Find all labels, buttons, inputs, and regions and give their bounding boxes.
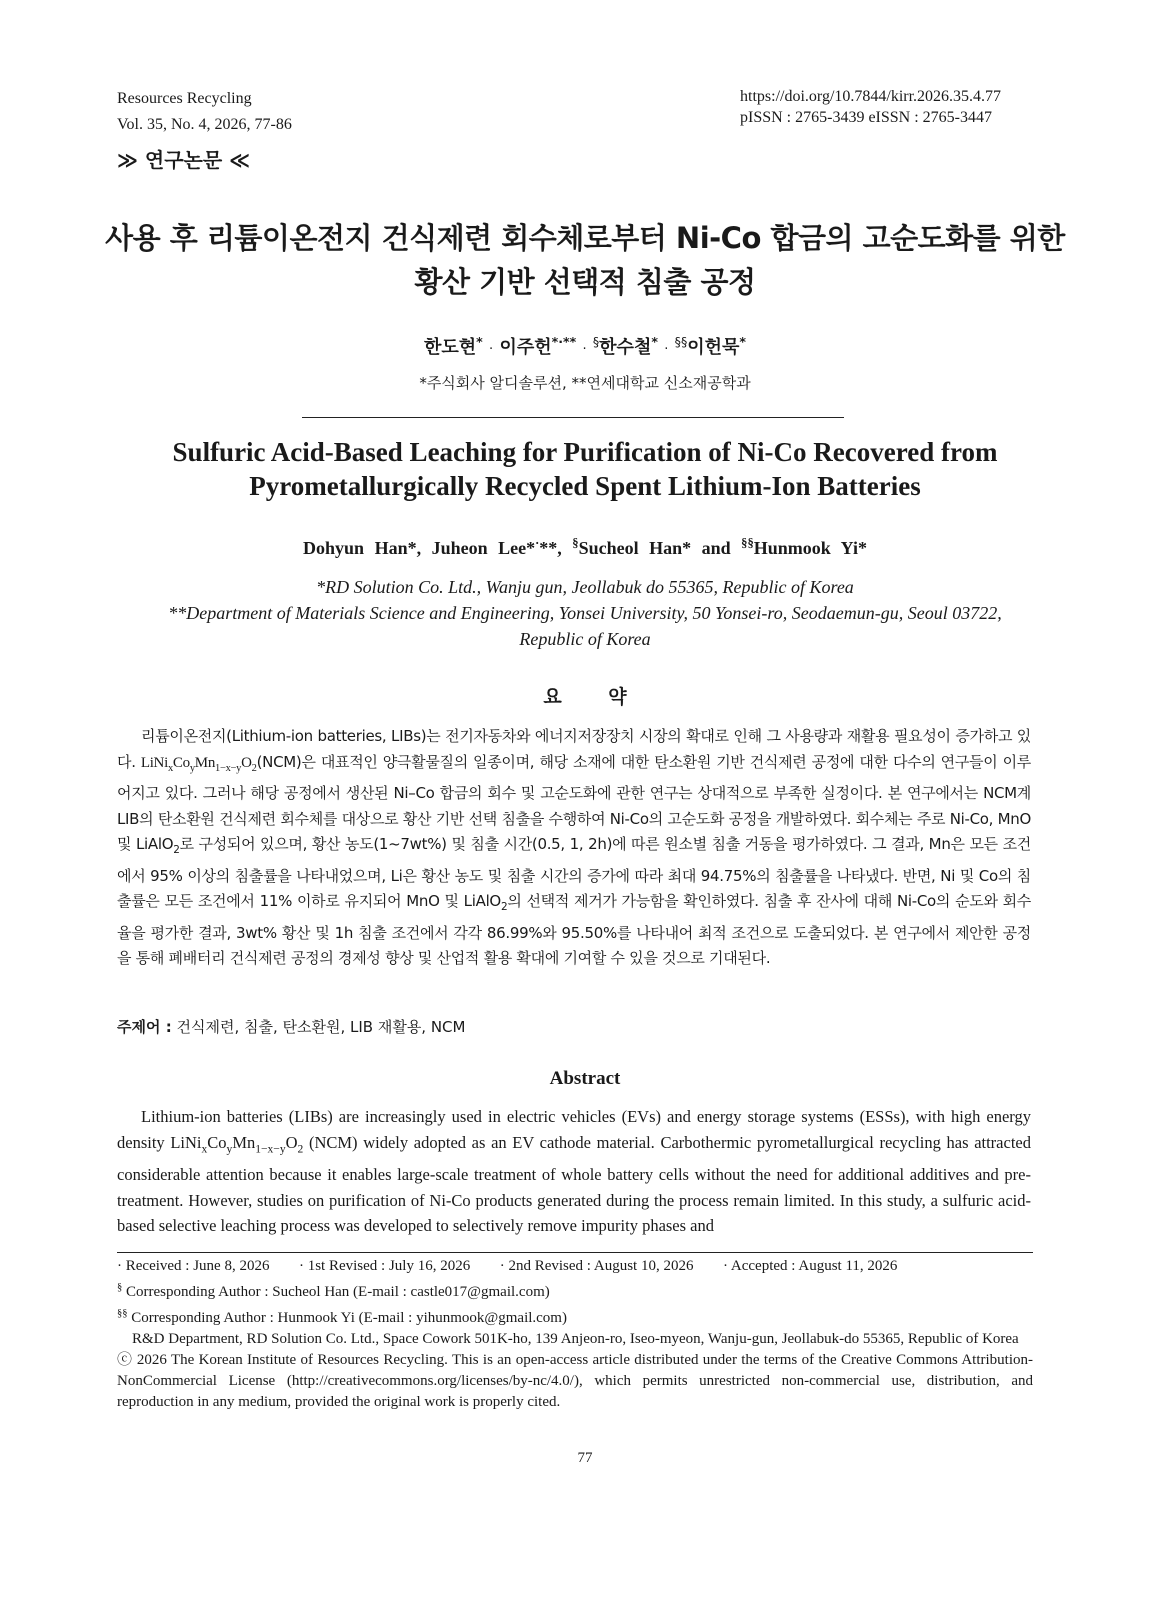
doi-link[interactable]: https://doi.org/10.7844/kirr.2026.35.4.77 xyxy=(740,88,1002,105)
formula-sub: 1−x−y xyxy=(215,762,242,774)
corr1-mark: § xyxy=(117,1282,123,1293)
accepted-date: · Accepted : August 11, 2026 xyxy=(722,1258,898,1274)
formula-en-x: x xyxy=(201,1142,208,1155)
title-korean-line1: 사용 후 리튬이온전지 건식제련 회수체로부터 Ni-Co 합금의 고순도화를 위한 xyxy=(105,221,1065,255)
abstract-ko-part4: 의 선택적 제거가 가능함을 확인하였다. 침출 후 잔사에 대해 Ni-Co의 순도와 회수율을 평가한 결과, 3wt% 황산 및 1h 침출 조건에서 각각 86.99%와 95.50%를 나타내어 최적 조건으로 도출되었다. 본 연구에서 제안한 공정을 통해 폐배터리 건식제련 공정의 경제성 향상 및 산업적 활용 확대에 기여할 수 있을 것으로 기대된다. xyxy=(117,892,1031,967)
author-2-en-mark: · xyxy=(535,536,540,550)
author-1-ko-mark: * xyxy=(476,334,483,349)
ncm-formula-ko xyxy=(140,754,257,774)
corr2-mark: §§ xyxy=(117,1308,128,1319)
abstract-ko-part3: 로 구성되어 있으며, 황산 농도(1~7wt%) 및 침출 시간(0.5, 1, 2h)에 따른 원소별 침출 거동을 평가하였다. 그 결과, Mn은 모든 조건에서 95% 이상의 침출률을 나타내었으며, Li은 황산 농도 및 침출 시간의 증가에 따라 최대 94.75%의 침출률을 나타냈다. 반면, Ni 및 Co의 침출률은 모든 조건에서 11% 이하로 유지되어 MnO 및 LiAlO xyxy=(117,835,1031,910)
formula-x: x xyxy=(167,762,173,774)
author-1-en: Dohyun Han*, xyxy=(303,538,422,558)
author-4-en-pre: §§ xyxy=(741,536,754,550)
author-address: R&D Department, RD Solution Co. Ltd., Space Cowork 501K-ho, 139 Anjeon-ro, Iseo-myeon, Wanju-gun, Jeollabuk-do 55365, Republic of Korea xyxy=(132,1331,1019,1347)
author-1-ko: 한도현 xyxy=(423,337,477,358)
license-notice: ⓒ 2026 The Korean Institute of Resources Recycling. This is an open-access article distributed under the terms of the Creative Commons Attribution-NonCommercial License (http://creativecommons.org/licenses/by-nc/4.0/), which permits unrestricted non-commercial use, distribution, and reproduction in any medium, provided the original work is properly cited. xyxy=(117,1352,1033,1410)
keywords-text: 건식제련, 침출, 탄소환원, LIB 재활용, NCM xyxy=(176,1018,466,1036)
title-english xyxy=(0,435,1170,503)
title-english-line1: Sulfuric Acid-Based Leaching for Purification of Ni-Co Recovered from xyxy=(172,437,998,467)
author-sep: · xyxy=(489,342,494,357)
author-sep: · xyxy=(582,342,587,357)
author-3-ko-pre: § xyxy=(592,334,600,349)
journal-volume: Vol. 35, No. 4, 2026, 77-86 xyxy=(117,116,292,133)
authors-korean xyxy=(0,333,1170,359)
title-korean-line2: 황산 기반 선택적 침출 공정 xyxy=(414,265,756,299)
abstract-ko-heading: 요 약 xyxy=(543,686,627,708)
journal-name: Resources Recycling xyxy=(117,90,252,107)
affiliation-english-line3: Republic of Korea xyxy=(519,629,651,649)
formula-2: 2 xyxy=(251,762,257,774)
formula-en-li: LiNi xyxy=(170,1132,202,1152)
received-date: · Received : June 8, 2026 xyxy=(117,1258,270,1274)
formula-y: y xyxy=(189,762,195,774)
author-2-en: Juheon Lee* xyxy=(431,538,536,558)
keywords-korean xyxy=(117,1016,465,1037)
article-category: ≫ 연구논문 ≪ xyxy=(117,148,251,172)
abstract-ko-part1: 리튬이온전지(Lithium-ion batteries, LIBs)는 전기자동차와 에너지저장장치 시장의 확대로 인해 그 사용량과 재활용 필요성이 증가하고 있다. xyxy=(117,727,1031,771)
author-2-en-tail: **, xyxy=(539,538,562,558)
issn: pISSN : 2765-3439 eISSN : 2765-3447 xyxy=(740,109,993,126)
author-4-ko: 이헌묵 xyxy=(687,337,740,358)
abstract-en-part1: Lithium-ion batteries (LIBs) are increasingly used in electric vehicles (EVs) and energy storage systems (ESSs), with high energy density xyxy=(117,1107,1031,1152)
author-4-en: Hunmook Yi* xyxy=(753,538,867,558)
formula-en-2: 2 xyxy=(297,1142,304,1155)
author-and: and xyxy=(701,538,731,558)
affiliation-english-line2: **Department of Materials Science and Engineering, Yonsei University, 50 Yonsei-ro, Seodaemun-gu, Seoul 03722, xyxy=(168,603,1002,623)
author-4-ko-pre: §§ xyxy=(674,334,688,349)
corr2-text: Corresponding Author : Hunmook Yi (E-mail : yihunmook@gmail.com) xyxy=(127,1310,567,1326)
affiliation-korean: *주식회사 알디솔루션, **연세대학교 신소재공학과 xyxy=(419,374,751,392)
abstract-english xyxy=(117,1104,1031,1239)
footnotes xyxy=(117,1256,1033,1413)
title-english-line2: Pyrometallurgically Recycled Spent Lithium-Ion Batteries xyxy=(249,471,921,501)
formula-en-mn: Mn xyxy=(232,1132,256,1152)
formula-o: O xyxy=(241,754,252,771)
author-2-ko-mark: *·** xyxy=(551,334,577,349)
formula-en-co: Co xyxy=(207,1132,227,1152)
page-number: 77 xyxy=(577,1450,593,1466)
author-3-ko-mark: * xyxy=(651,334,658,349)
revised1-date: · 1st Revised : July 16, 2026 xyxy=(298,1258,471,1274)
abstract-korean xyxy=(117,724,1031,972)
formula-en-y: y xyxy=(226,1142,233,1155)
author-sep: · xyxy=(664,342,669,357)
author-4-ko-mark: * xyxy=(739,334,746,349)
author-2-ko: 이주헌 xyxy=(499,337,552,358)
formula-co: Co xyxy=(172,754,190,771)
corresponding-author-1 xyxy=(117,1277,1033,1303)
formula-en-sub: 1−x−y xyxy=(255,1142,286,1155)
affiliation-english xyxy=(0,574,1170,652)
corr1-text: Corresponding Author : Sucheol Han (E-mail : castle017@gmail.com) xyxy=(122,1284,550,1300)
journal-header xyxy=(117,86,292,138)
title-korean xyxy=(0,216,1170,304)
author-3-en-pre: § xyxy=(572,536,579,550)
affiliation-english-line1: *RD Solution Co. Ltd., Wanju gun, Jeollabuk do 55365, Republic of Korea xyxy=(316,577,854,597)
doi-block xyxy=(740,86,1001,128)
authors-english xyxy=(0,536,1170,559)
footnote-divider xyxy=(117,1252,1033,1253)
author-3-ko: 한수철 xyxy=(599,337,652,358)
abstract-ko-sub1: 2 xyxy=(173,844,180,856)
formula-mn: Mn xyxy=(194,754,216,771)
abstract-en-part2: (NCM) widely adopted as an EV cathode material. Carbothermic pyrometallurgical recycling has attracted considerable attention because it enables large-scale treatment of whole battery cells without the need for additional additives and pre-treatment. However, studies on purification of Ni-Co products generated during the process remain limited. In this study, a sulfuric acid-based selective leaching process was developed to selectively remove impurity phases and xyxy=(117,1132,1031,1236)
formula-en-o: O xyxy=(285,1132,298,1152)
corresponding-author-2 xyxy=(117,1303,1033,1329)
title-divider xyxy=(302,417,844,418)
keywords-label: 주제어 : xyxy=(117,1018,172,1036)
abstract-ko-part2: (NCM)은 대표적인 양극활물질의 일종이며, 해당 소재에 대한 탄소환원 기반 건식제련 공정에 대한 다수의 연구들이 이루어지고 있다. 그러나 해당 공정에서 생산된 Ni–Co 합금의 회수 및 고순도화에 관한 연구는 상대적으로 부족한 실정이다. 본 연구에서는 NCM계 LIB의 탄소환원 건식제련 회수체를 대상으로 황산 기반 선택 침출을 수행하여 Ni-Co의 고순도화 공정을 개발하였다. 회수체는 주로 Ni-Co, MnO 및 LiAlO xyxy=(117,752,1031,853)
abstract-en-heading: Abstract xyxy=(549,1068,621,1089)
formula-li: LiNi xyxy=(140,754,168,771)
dates-row xyxy=(117,1256,1033,1277)
revised2-date: · 2nd Revised : August 10, 2026 xyxy=(499,1258,694,1274)
abstract-ko-sub2: 2 xyxy=(500,901,508,913)
author-3-en: Sucheol Han* xyxy=(578,538,692,558)
ncm-formula-en xyxy=(170,1132,304,1155)
